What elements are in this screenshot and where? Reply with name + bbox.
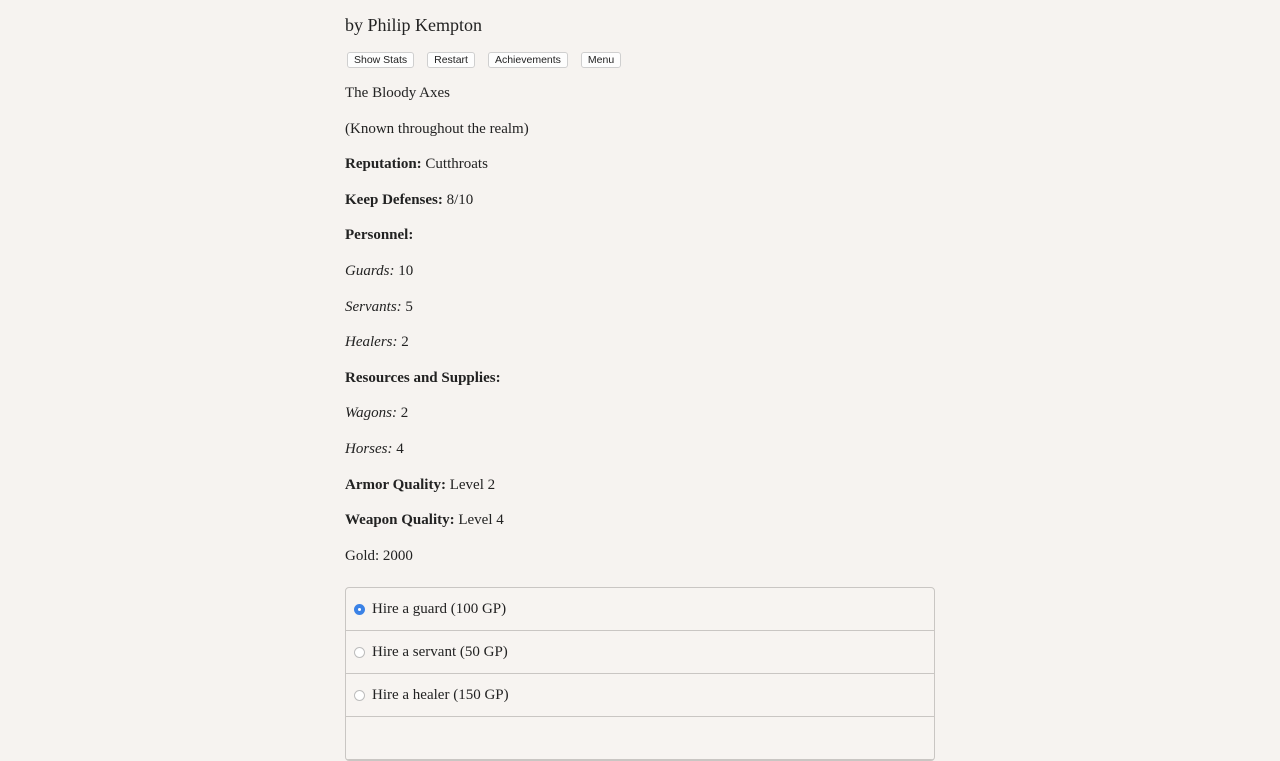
personnel-heading (345, 225, 935, 261)
menu-button[interactable]: Menu (581, 52, 621, 68)
fame-text: (Known throughout the realm) (345, 120, 529, 137)
choice-next-cut-off[interactable] (346, 717, 934, 760)
horses-stat (345, 439, 935, 475)
keep-defenses-value: 8/10 (442, 191, 474, 208)
choice-label: Hire a servant (50 GP) (372, 643, 508, 660)
reputation-label: Reputation: (345, 156, 422, 173)
resources-heading (345, 368, 935, 404)
game-page (345, 0, 935, 761)
radio-unselected-icon[interactable] (354, 647, 365, 658)
armor-quality-value: Level 2 (445, 476, 496, 493)
weapon-quality-label: Weapon Quality: (345, 512, 455, 529)
wagons-value: 2 (396, 405, 409, 422)
healers-value: 2 (397, 334, 409, 351)
healers-label: Healers: (345, 334, 398, 351)
armor-quality-stat (345, 475, 935, 511)
choice-label: Hire a guard (100 GP) (372, 600, 507, 617)
wagons-stat (345, 403, 935, 439)
servants-value: 5 (401, 298, 413, 315)
servants-label: Servants: (345, 298, 402, 315)
stats-panel (345, 83, 935, 581)
personnel-label: Personnel: (345, 227, 414, 244)
choice-hire-guard[interactable] (346, 588, 934, 631)
show-stats-button[interactable]: Show Stats (347, 52, 414, 68)
horses-label: Horses: (345, 440, 393, 457)
healers-stat (345, 332, 935, 368)
gold-stat: Gold: 2000 (345, 547, 413, 564)
horses-value: 4 (392, 440, 404, 457)
wagons-label: Wagons: (345, 405, 397, 422)
game-title-cut-off (345, 0, 935, 4)
radio-unselected-icon[interactable] (354, 690, 365, 701)
weapon-quality-stat (345, 510, 935, 546)
servants-stat (345, 297, 935, 333)
resources-label: Resources and Supplies: (345, 369, 501, 386)
company-name: The Bloody Axes (345, 85, 450, 101)
author-line: by Philip Kempton (345, 15, 483, 35)
armor-quality-label: Armor Quality: (345, 476, 446, 493)
guards-stat (345, 261, 935, 297)
reputation-value: Cutthroats (421, 156, 488, 173)
keep-defenses-label: Keep Defenses: (345, 191, 443, 208)
guards-label: Guards: (345, 262, 395, 279)
keep-defenses-stat (345, 190, 935, 226)
choice-list (345, 587, 935, 761)
weapon-quality-value: Level 4 (454, 512, 504, 529)
restart-button[interactable]: Restart (427, 52, 475, 68)
achievements-button[interactable]: Achievements (488, 52, 568, 68)
choice-label: Hire a healer (150 GP) (372, 686, 509, 703)
choice-hire-healer[interactable] (346, 674, 934, 717)
radio-selected-icon[interactable] (354, 604, 365, 615)
reputation-stat (345, 154, 935, 190)
choice-hire-servant[interactable] (346, 631, 934, 674)
guards-value: 10 (394, 262, 414, 279)
toolbar (345, 52, 935, 68)
